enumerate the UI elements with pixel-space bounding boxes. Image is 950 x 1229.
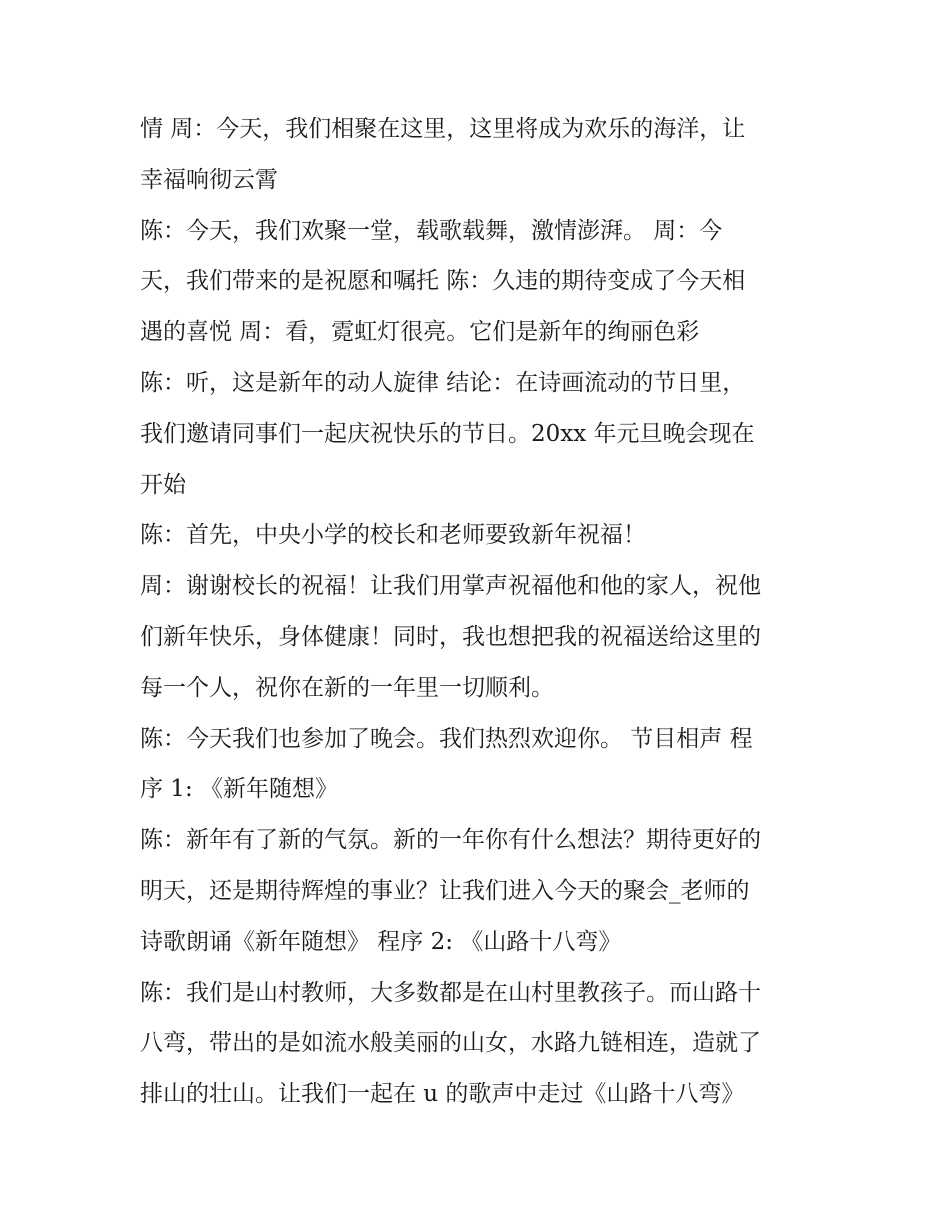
text-line: 情 周：今天，我们相聚在这里，这里将成为欢乐的海洋，让 (140, 116, 746, 142)
text-line: 每一个人，祝你在新的一年里一切顺利。 (140, 674, 554, 701)
text-line: 天，我们带来的是祝愿和嘱托 陈：久违的期待变成了今天相 (140, 268, 746, 295)
text-line: 明天，还是期待辉煌的事业？让我们进入今天的聚会_老师的 (140, 877, 750, 904)
text-line: 遇的喜悦 周：看，霓虹灯很亮。它们是新年的绚丽色彩 (140, 319, 700, 346)
text-line: 陈：首先，中央小学的校长和老师要致新年祝福！ (140, 522, 646, 549)
text-line: 我们邀请同事们一起庆祝快乐的节日。20xx 年元旦晚会现在 (140, 420, 755, 447)
text-line: 排山的壮山。让我们一起在 u 的歌声中走过《山路十八弯》 (140, 1081, 745, 1108)
text-line: 们新年快乐，身体健康！同时，我也想把我的祝福送给这里的 (140, 623, 761, 650)
text-line: 开始 (140, 471, 186, 498)
text-line: 陈：听，这是新年的动人旋律 结论：在诗画流动的节日里， (140, 369, 746, 396)
text-line: 陈：今天我们也参加了晚会。我们热烈欢迎你。 节目相声 程 (140, 725, 753, 752)
text-line: 陈：我们是山村教师，大多数都是在山村里教孩子。而山路十 (140, 979, 761, 1006)
text-line: 诗歌朗诵《新年随想》 程序 2: 《山路十八弯》 (140, 928, 622, 955)
text-line: 序 1: 《新年随想》 (140, 776, 339, 803)
text-line: 八弯，带出的是如流水般美丽的山女，水路九链相连，造就了 (140, 1030, 761, 1057)
document-body (140, 104, 820, 1120)
text-line: 周：谢谢校长的祝福！让我们用掌声祝福他和他的家人，祝他 (140, 573, 761, 600)
text-line: 陈：新年有了新的气氛。新的一年你有什么想法？期待更好的 (140, 827, 761, 854)
text-line: 幸福响彻云霄 (140, 166, 278, 193)
text-line: 陈：今天，我们欢聚一堂，载歌载舞，激情澎湃。 周：今 (140, 217, 723, 244)
